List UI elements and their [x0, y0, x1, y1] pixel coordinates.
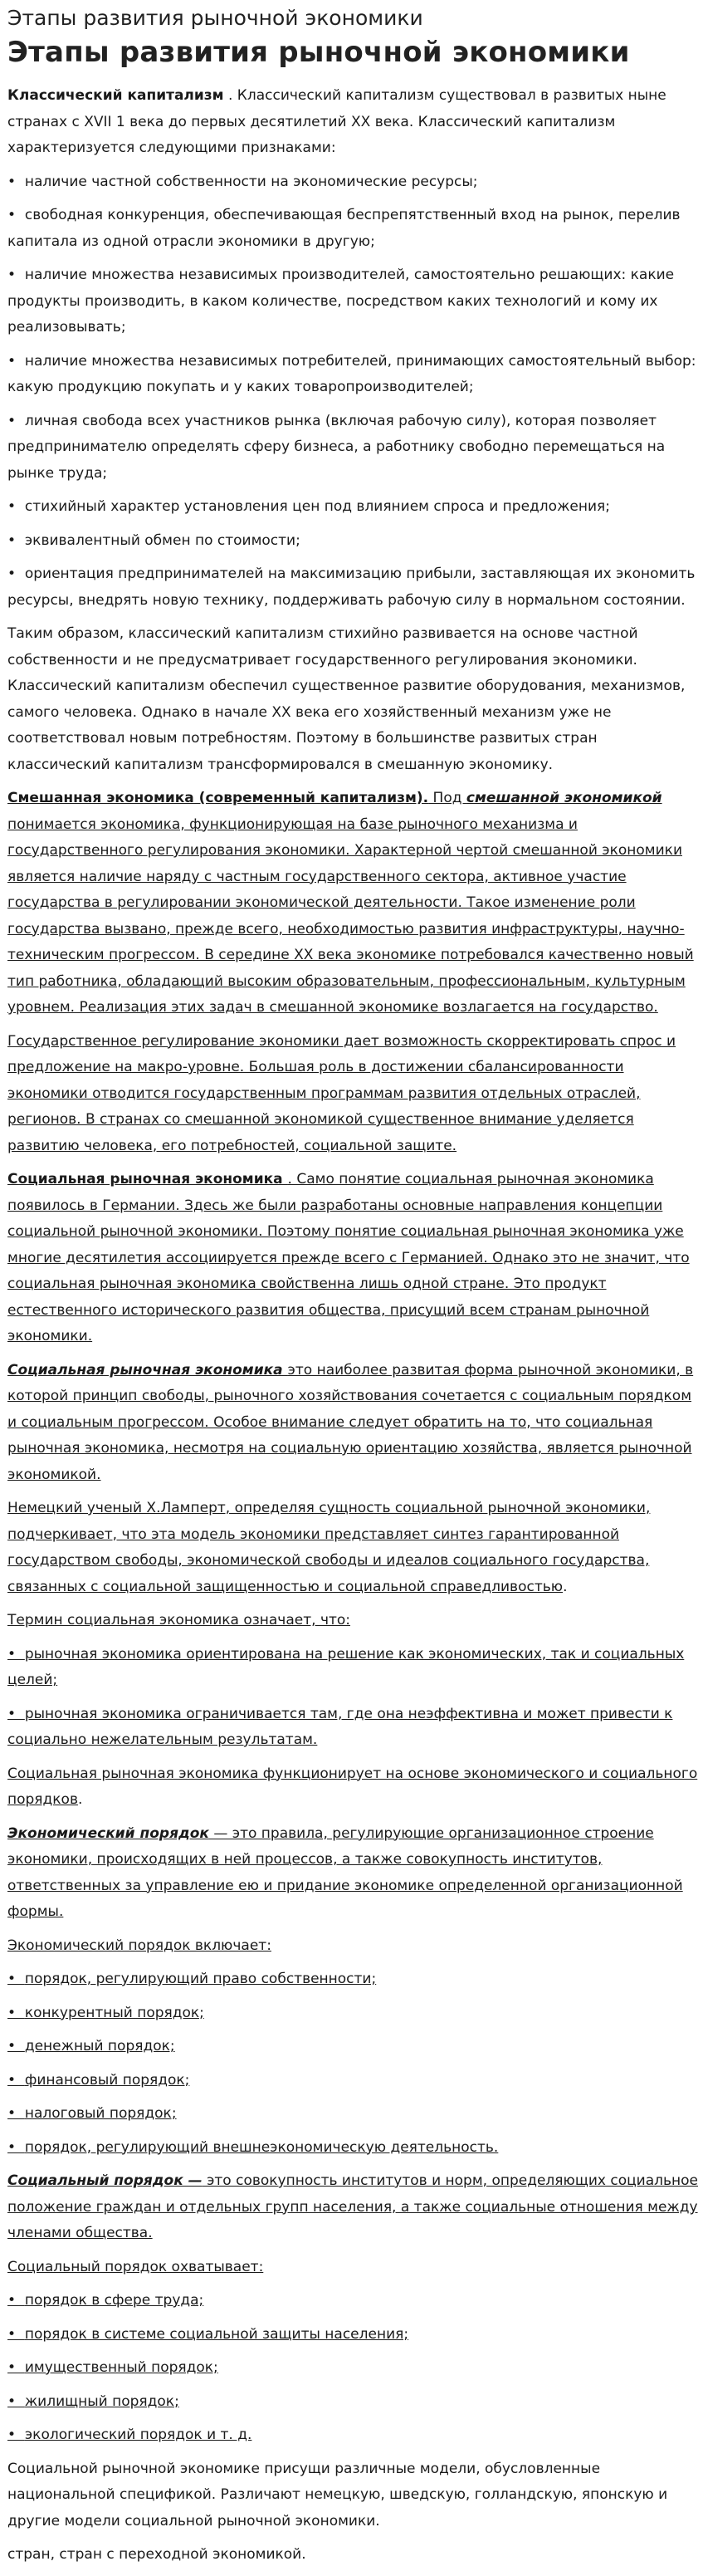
models-paragraph: Социальной рыночной экономике присущи различные модели, обусловленные национальной спецификой. Различают немецкую, шведскую, голландскую, японскую и другие модели социальной рыночной экономики. — [7, 2460, 668, 2529]
social-paragraph-1 — [7, 1167, 698, 1350]
social-text-2: это наиболее развитая форма рыночной экономики, в которой принцип свободы, рыночного хозяйствования сочетается с социальным порядком и социальным прогрессом. Особое внимание следует обратить на то, что социальная рыночная экономика, несмотря на социальную ориентацию хозяйства, является рыночной экономикой. — [7, 1361, 694, 1483]
classic-item-3: • наличие множества независимых производителей, самостоятельно решающих: какие продукты производить, в каком количестве, посредством каких технологий и кому их реализовывать; — [7, 262, 698, 341]
mixed-text: понимается экономика, функционирующая на базе рыночного механизма и государственного регулирования экономики. Характерной чертой смешанной экономики является наличие наряду с частным государственного сектора, активное участие государства в регулировании экономической деятельности. Такое изменение роли государства вызвано, прежде всего, необходимостью развития инфраструктуры, научно-техническим прогрессом. В середине XX века экономике потребовался качественно новый тип работника, обладающий высоким образовательным, профессиональным, культурным уровнем. Реализация этих задач в смешанной экономике возлагается на государство. — [7, 815, 694, 1016]
social-order-covers: Социальный порядок охватывает: — [7, 2258, 264, 2275]
classic-item-2: • свободная конкуренция, обеспечивающая беспрепятственный вход на рынок, перелив капитала из одной отрасли экономики в другую; — [7, 203, 698, 255]
social-lampert-text: Немецкий ученый Х.Ламперт, определяя сущность социальной рыночной экономики, подчеркивает, что эта модель экономики представляет синтез гарантированной государством свободы, экономической свободы и идеалов социального государства, связанных с социальной защищенностью и социальной справедливостью — [7, 1500, 651, 1595]
classic-item-4: • наличие множества независимых потребителей, принимающих самостоятельный выбор: какую продукцию покупать и у каких товаропроизводителей; — [7, 349, 698, 401]
social-order-text: это совокупность институтов и норм, определяющих социальное положение граждан и отдельных групп населения, а также социальные отношения между членами общества. — [7, 2172, 699, 2241]
social-text: . Само понятие социальная рыночная экономика появилось в Германии. Здесь же были разработаны основные направления концепции социальной рыночной экономики. Поэтому понятие социальная рыночная экономика уже многие десятилетия ассоциируется прежде всего с Германией. Однако это не значит, что социальная рыночная экономика свойственна лишь одной стране. Это продукт естественного исторического развития общества, присущий всем странам рыночной экономики. — [7, 1171, 690, 1344]
social-order-item-4: • жилищный порядок; — [7, 2389, 698, 2416]
social-term-2: Социальная рыночная экономика — [7, 1361, 288, 1379]
econ-order-item-4: • финансовый порядок; — [7, 2068, 698, 2094]
econ-order-item-1: • порядок, регулирующий право собственности; — [7, 1966, 698, 1993]
social-item-1: • рыночная экономика ориентирована на решение как экономических, так и социальных целей; — [7, 1642, 698, 1694]
social-order-term: Социальный порядок — — [7, 2172, 203, 2189]
econ-order-item-6: • порядок, регулирующий внешнеэкономическую деятельность. — [7, 2135, 698, 2162]
econ-order-item-2: • конкурентный порядок; — [7, 2001, 698, 2027]
mixed-paragraph — [7, 786, 698, 1021]
econ-order-paragraph — [7, 1821, 698, 1926]
social-functions-paragraph — [7, 1761, 698, 1814]
classic-conclusion: Таким образом, классический капитализм стихийно развивается на основе частной собственности и не предусматривает государственного регулирования экономики. Классический капитализм обеспечил существенное развитие оборудования, механизмов, самого человека. Однако в начале XX века его хозяйственный механизм уже не соответствовал новым потребностям. Поэтому в большинстве развитых стран классический капитализм трансформировался в смешанную экономику. — [7, 625, 686, 773]
classic-item-1: • наличие частной собственности на экономические ресурсы; — [7, 169, 698, 196]
classic-item-6: • стихийный характер установления цен под влиянием спроса и предложения; — [7, 494, 698, 521]
classic-item-5: • личная свобода всех участников рынка (включая рабочую силу), которая позволяет предпринимателю определять сферу бизнеса, а работнику свободно перемещаться на рынке труда; — [7, 409, 698, 487]
classic-intro-paragraph — [7, 83, 698, 162]
social-order-item-3: • имущественный порядок; — [7, 2355, 698, 2382]
classic-intro-text: . Классический капитализм существовал в развитых ныне странах с XVII 1 века до первых десятилетий XX века. Классический капитализм характеризуется следующими признаками: — [7, 87, 666, 156]
social-order-item-2: • порядок в системе социальной защиты населения; — [7, 2322, 698, 2348]
econ-order-item-5: • налоговый порядок; — [7, 2101, 698, 2128]
classic-item-7: • эквивалентный обмен по стоимости; — [7, 528, 698, 555]
mixed-term: Смешанная экономика (современный капитализм). — [7, 790, 429, 806]
social-order-item-5: • экологический порядок и т. д. — [7, 2422, 698, 2449]
social-functions-end: . — [77, 1791, 83, 1808]
social-functions-text: Социальная рыночная экономика функционирует на основе экономического и социального порядков — [7, 1765, 698, 1808]
econ-order-term: Экономический порядок — [7, 1824, 209, 1842]
econ-order-text: — это правила, регулирующие организационное строение экономики, происходящих в ней процессов, а также совокупность институтов, ответственных за управление ею и придание экономике определенной организационной формы. — [7, 1824, 683, 1920]
social-term: Социальная рыночная экономика — [7, 1171, 288, 1188]
social-order-paragraph — [7, 2168, 698, 2247]
document-title: Этапы развития рыночной экономики — [7, 6, 423, 30]
social-item-2: • рыночная экономика ограничивается там, где она неэффективна и может привести к социально нежелательным результатам. — [7, 1702, 698, 1754]
econ-order-includes: Экономический порядок включает: — [7, 1937, 271, 1954]
social-paragraph-2 — [7, 1358, 698, 1489]
classic-term: Классический капитализм — [7, 87, 224, 104]
mixed-term-2: смешанной экономикой — [466, 790, 662, 806]
social-lampert-end: . — [563, 1578, 568, 1595]
social-lampert-paragraph — [7, 1496, 698, 1600]
econ-order-item-3: • денежный порядок; — [7, 2034, 698, 2060]
mixed-lead: Под — [428, 790, 466, 806]
social-order-item-1: • порядок в сфере труда; — [7, 2288, 698, 2314]
classic-item-8: • ориентация предпринимателей на максимизацию прибыли, заставляющая их экономить ресурсы, внедрять новую технику, поддерживать рабочую силу в нормальном состоянии. — [7, 561, 698, 614]
document-heading: Этапы развития рыночной экономики — [7, 36, 630, 69]
models-last-line: стран, стран с переходной экономикой. — [7, 2546, 306, 2563]
social-term-means: Термин социальная экономика означает, что: — [7, 1612, 351, 1628]
mixed-regulation-paragraph: Государственное регулирование экономики дает возможность скорректировать спрос и предложение на макро-уровне. Большая роль в достижении сбалансированности экономики отводится государственным программам развития отдельных отраслей, регионов. В странах со смешанной экономикой существенное внимание уделяется развитию человека, его потребностей, социальной защите. — [7, 1032, 676, 1154]
